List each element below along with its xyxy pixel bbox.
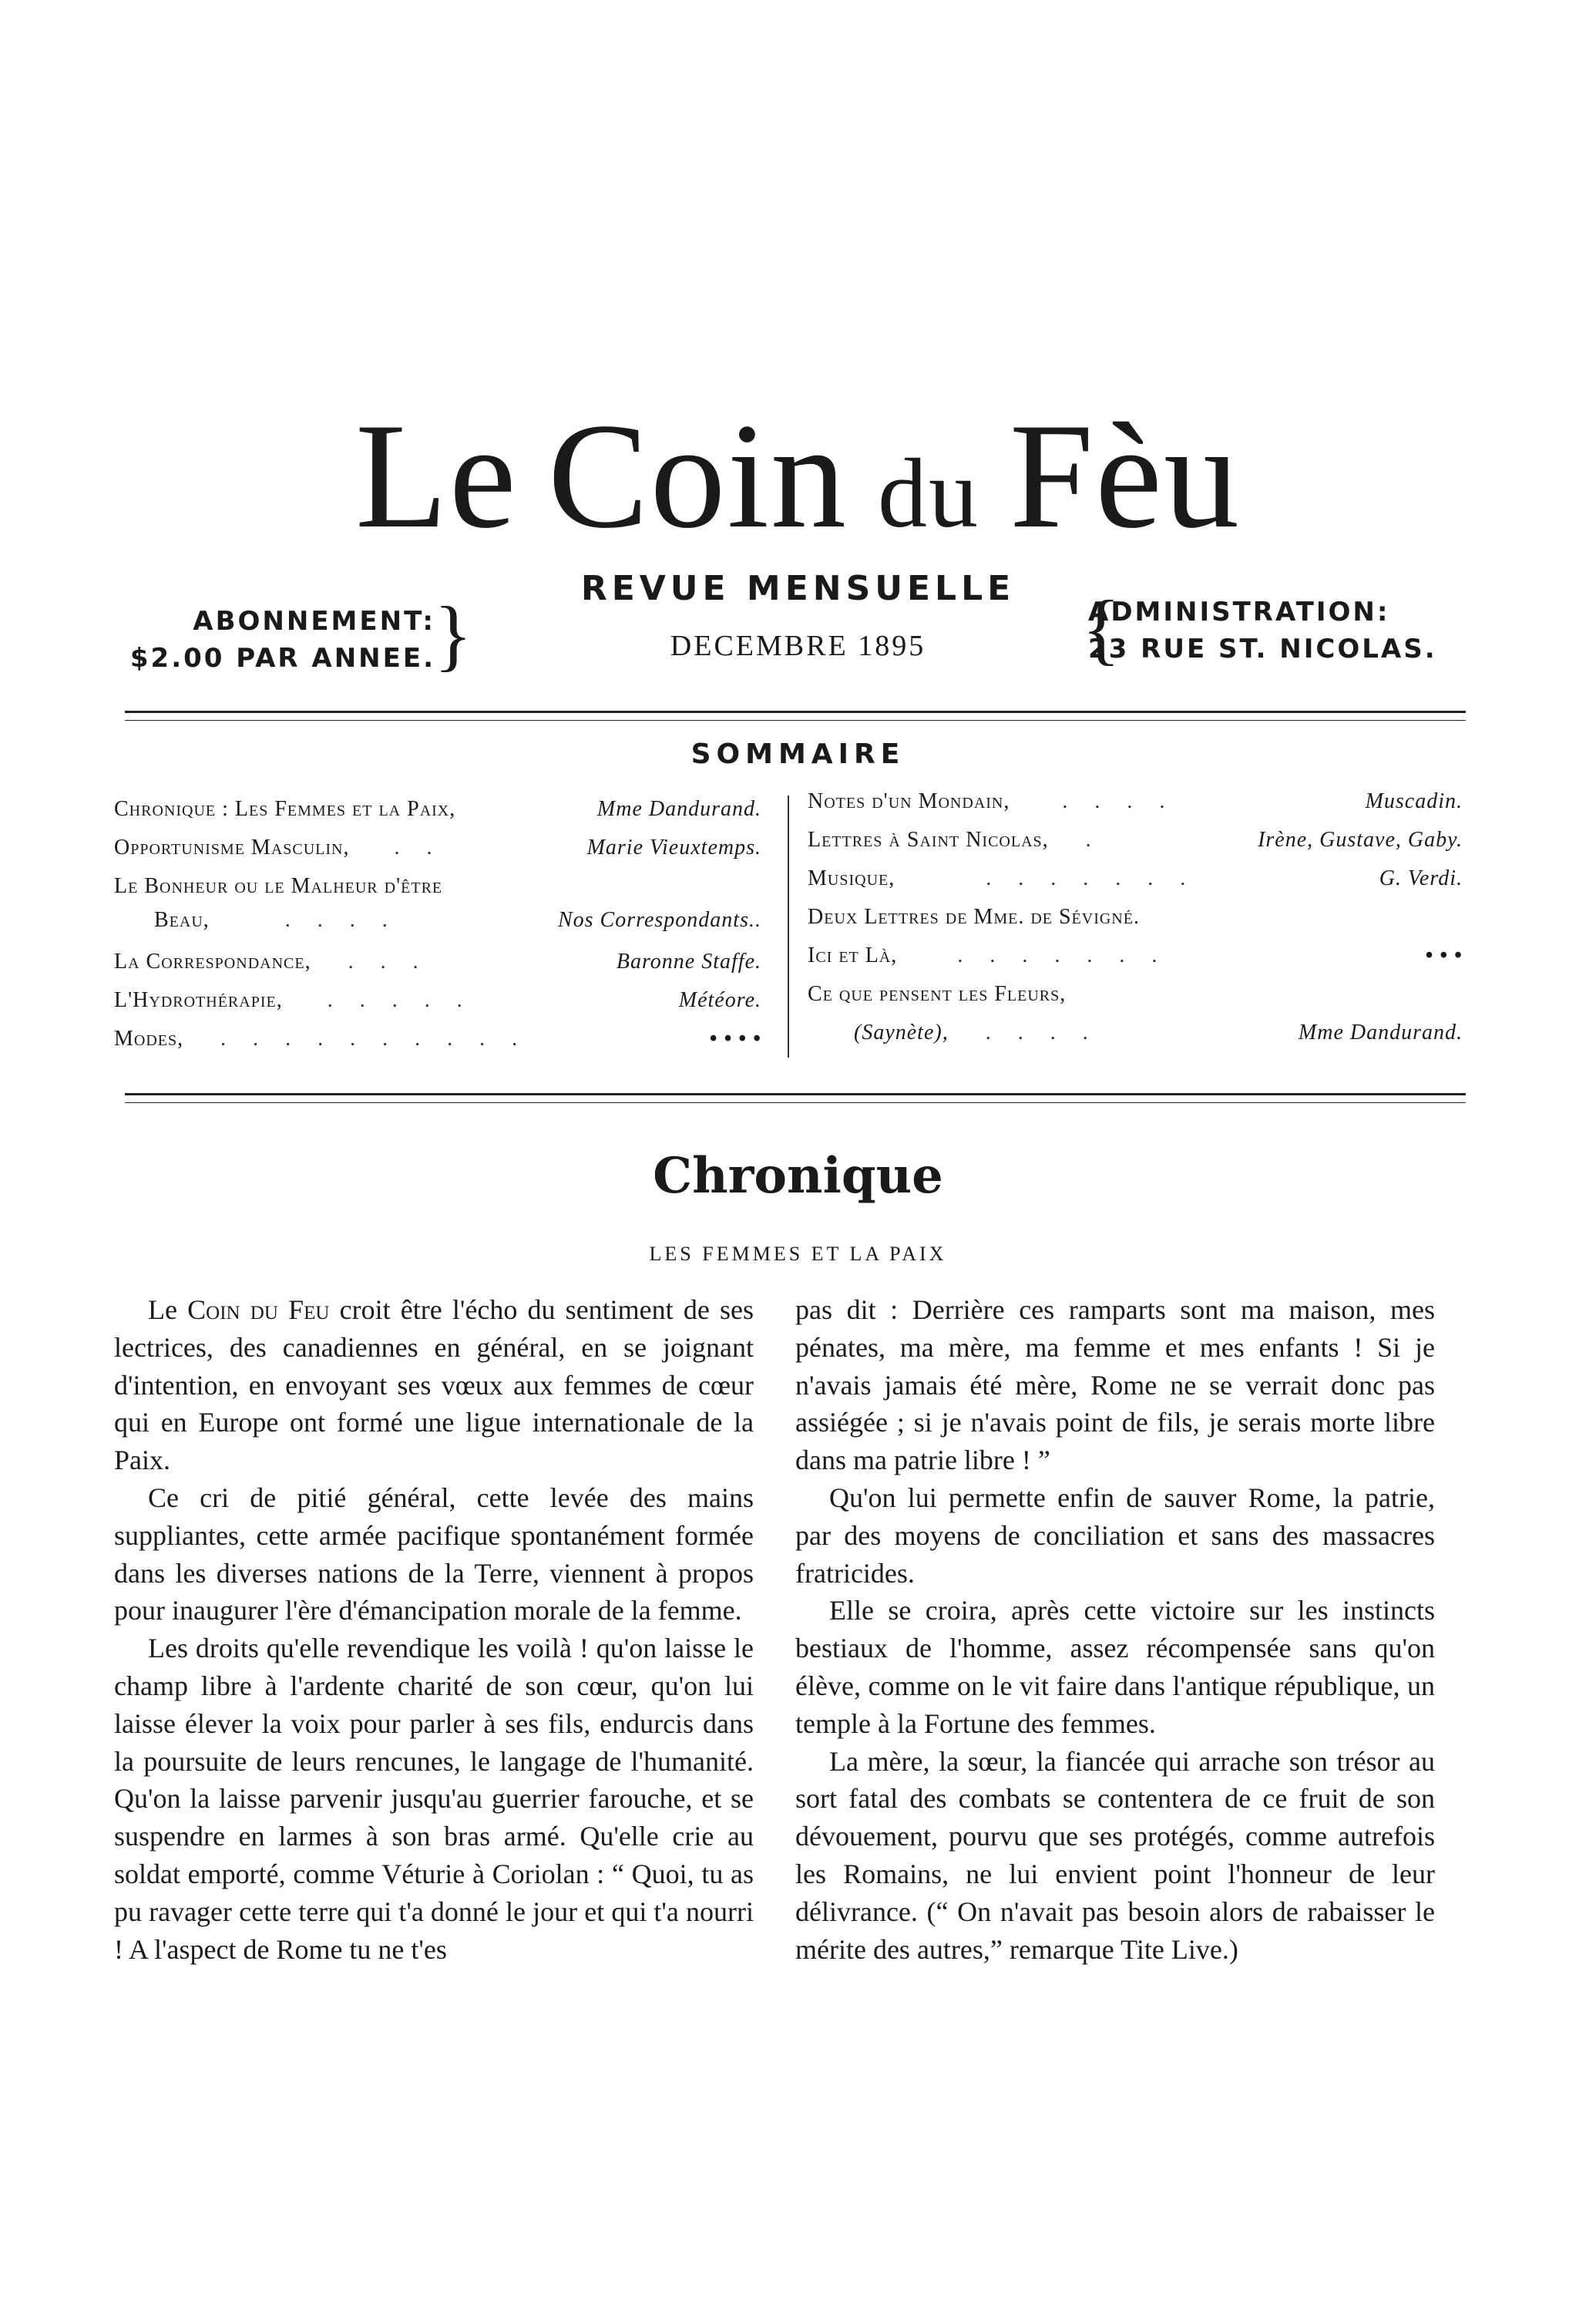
toc-entry-leader: . . . . . . . [957,944,1168,967]
toc-column-divider [788,796,789,1058]
article-paragraph [114,1291,754,1479]
publication-name: Coin du Feu [187,1294,330,1325]
toc-entry-author: Météore. [678,988,761,1012]
toc-entry-continued[interactable] [808,1016,1463,1050]
toc-entry-author: • • • • [709,1027,761,1051]
toc-entry-author: • • • [1425,944,1463,967]
sommaire-rule-top [125,1093,1466,1095]
masthead-title [0,392,1596,560]
toc-entry-title: Notes d'un Mondain, [808,789,1010,813]
toc-entry-title: Musique, [808,866,895,890]
toc-entry-title: Modes, [114,1027,184,1051]
admin-address: 23 RUE ST. NICOLAS. [1088,634,1437,664]
article-text: croit être l'écho du sentiment de ses lectrices, des canadiennes en général, en se joignant d'intention, en envoyant ses vœux aux femmes de cœur qui en Europe ont formé une ligue internationale de la Paix. [114,1294,754,1476]
masthead-word-du: du [877,439,979,548]
masthead-rule-top [125,711,1466,713]
article-subtitle: LES FEMMES ET LA PAIX [649,1243,947,1265]
subscription-label: ABONNEMENT: [193,606,435,637]
toc-entry[interactable] [808,785,1463,819]
article-paragraph: Qu'on lui permette enfin de sauver Rome, la patrie, par des moyens de conciliation et sans des massacres fratricides. [795,1482,1435,1589]
toc-entry-author: Mme Dandurand. [596,797,761,821]
toc-entry-author: G. Verdi. [1379,866,1463,890]
article-paragraph: pas dit : Derrière ces ramparts sont ma maison, mes pénates, ma mère, ma femme et mes enfants ! Si je n'avais jamais été mère, Rome ne se verrait donc pas assiégée ; si je n'avais point de fils, je serais morte libre dans ma patrie libre ! ” [795,1294,1435,1476]
subscription-box [127,603,435,677]
masthead-subtitle: REVUE MENSUELLE [580,569,1016,608]
article-paragraph: Les droits qu'elle revendique les voilà ! qu'on laisse le champ libre à l'ardente charité de son cœur, qu'on lui laisse élever la voix pour parler à ses fils, endurcis dans la poursuite de leurs rencunes, le langage de l'humanité. Qu'on la laisse parvenir jusqu'au guerrier farouche, et se suspendre en larmes à son bras armé. Qu'elle crie au soldat emporté, comme Véturie à Coriolan : “ Quoi, tu as pu ravager cette terre qui t'a donné le jour et qui t'a nourri ! A l'aspect de Rome tu ne t'es [114,1633,754,1965]
masthead-word-coin: Coin [547,392,848,560]
toc-entry-title: Beau, [154,908,210,932]
article-text: Le [148,1294,188,1325]
toc-entry-leader: . . . [348,950,429,974]
toc-entry-author: Irène, Gustave, Gaby. [1258,828,1463,852]
subscription-price: $2.00 PAR ANNEE. [129,643,435,674]
toc-entry-title: (Saynète), [854,1021,949,1044]
article-title: Chronique [653,1147,943,1205]
admin-label: ADMINISTRATION: [1088,597,1390,627]
toc-entry-leader: . [1085,828,1102,852]
sommaire-heading: SOMMAIRE [690,738,906,770]
toc-entry-title: Deux Lettres de Mme. de Sévigné. [808,905,1140,929]
toc-entry-title: Lettres à Saint Nicolas, [808,828,1049,852]
toc-entry[interactable] [114,945,761,979]
article-paragraph: Ce cri de pitié général, cette levée des mains suppliantes, cette armée pacifique spontanément formée dans les diverses nations de la Terre, viennent à propos pour inaugurer l'ère d'émancipation morale de la femme. [114,1482,754,1626]
masthead-word-feu: Fèu [1009,392,1241,560]
toc-entry[interactable] [808,977,1463,1011]
brace-left-icon: } [434,590,472,679]
toc-entry[interactable] [808,862,1463,896]
sommaire-rule-bottom [125,1102,1466,1103]
toc-entry[interactable] [114,1022,761,1056]
toc-entry-title: L'Hydrothérapie, [114,988,283,1012]
toc-entry-title: Ce que pensent les Fleurs, [808,982,1067,1006]
toc-entry[interactable] [808,939,1463,973]
article-column-right [795,1291,1435,1968]
toc-entry-leader: . . . . . . . [986,866,1197,890]
toc-left-column [114,792,761,1070]
toc-entry-leader: . . . . . [327,988,473,1012]
toc-entry-leader: . . . . [1062,789,1176,813]
toc-entry-title: Chronique : Les Femmes et la Paix, [114,797,456,821]
toc-entry-leader: . . . . . . . . . . [220,1027,529,1051]
issue-date: DECEMBRE 1895 [670,630,926,662]
toc-entry-author: Baronne Staffe. [616,950,761,974]
toc-entry-author: Marie Vieuxtemps. [586,836,761,859]
toc-entry-title: Ici et Là, [808,944,898,967]
toc-entry[interactable] [808,900,1463,934]
toc-entry-author: Mme Dandurand. [1298,1021,1463,1044]
toc-entry-leader: . . [394,836,443,859]
masthead-word-le: Le [355,392,518,560]
masthead-rule-bottom [125,720,1466,721]
toc-entry-title: Opportunisme Masculin, [114,836,350,859]
toc-entry-author: Nos Correspondants.. [557,908,761,932]
toc-entry[interactable] [114,831,761,865]
toc-entry[interactable] [808,823,1463,857]
brace-right-icon: { [1082,584,1121,673]
toc-entry-title: La Correspondance, [114,950,311,974]
article-paragraph: La mère, la sœur, la fiancée qui arrache son trésor au sort fatal des combats se contentera de ce fruit de son dévouement, pourvu que ses protégés, comme autrefois les Romains, ne lui envient point l'honneur de leur délivrance. (“ On n'avait pas besoin alors de rabaisser le mérite des autres,” remarque Tite Live.) [795,1745,1435,1965]
toc-entry-continued[interactable] [154,903,761,937]
toc-entry[interactable] [114,984,761,1018]
article-paragraph: Elle se croira, après cette victoire sur les instincts bestiaux de l'homme, assez récompensée sans qu'on élève, comme on le vit faire dans l'antique république, un temple à la Fortune des femmes. [795,1595,1435,1739]
toc-entry-leader: . . . . [985,1021,1099,1044]
administration-box [1088,594,1520,668]
toc-entry[interactable] [114,792,761,826]
toc-entry[interactable] [114,870,761,903]
toc-entry-leader: . . . . [284,908,398,932]
article-column-left [114,1291,754,1968]
toc-entry-title: Le Bonheur ou le Malheur d'être [114,874,443,898]
toc-right-column [808,785,1463,1062]
toc-entry-author: Muscadin. [1365,789,1463,813]
